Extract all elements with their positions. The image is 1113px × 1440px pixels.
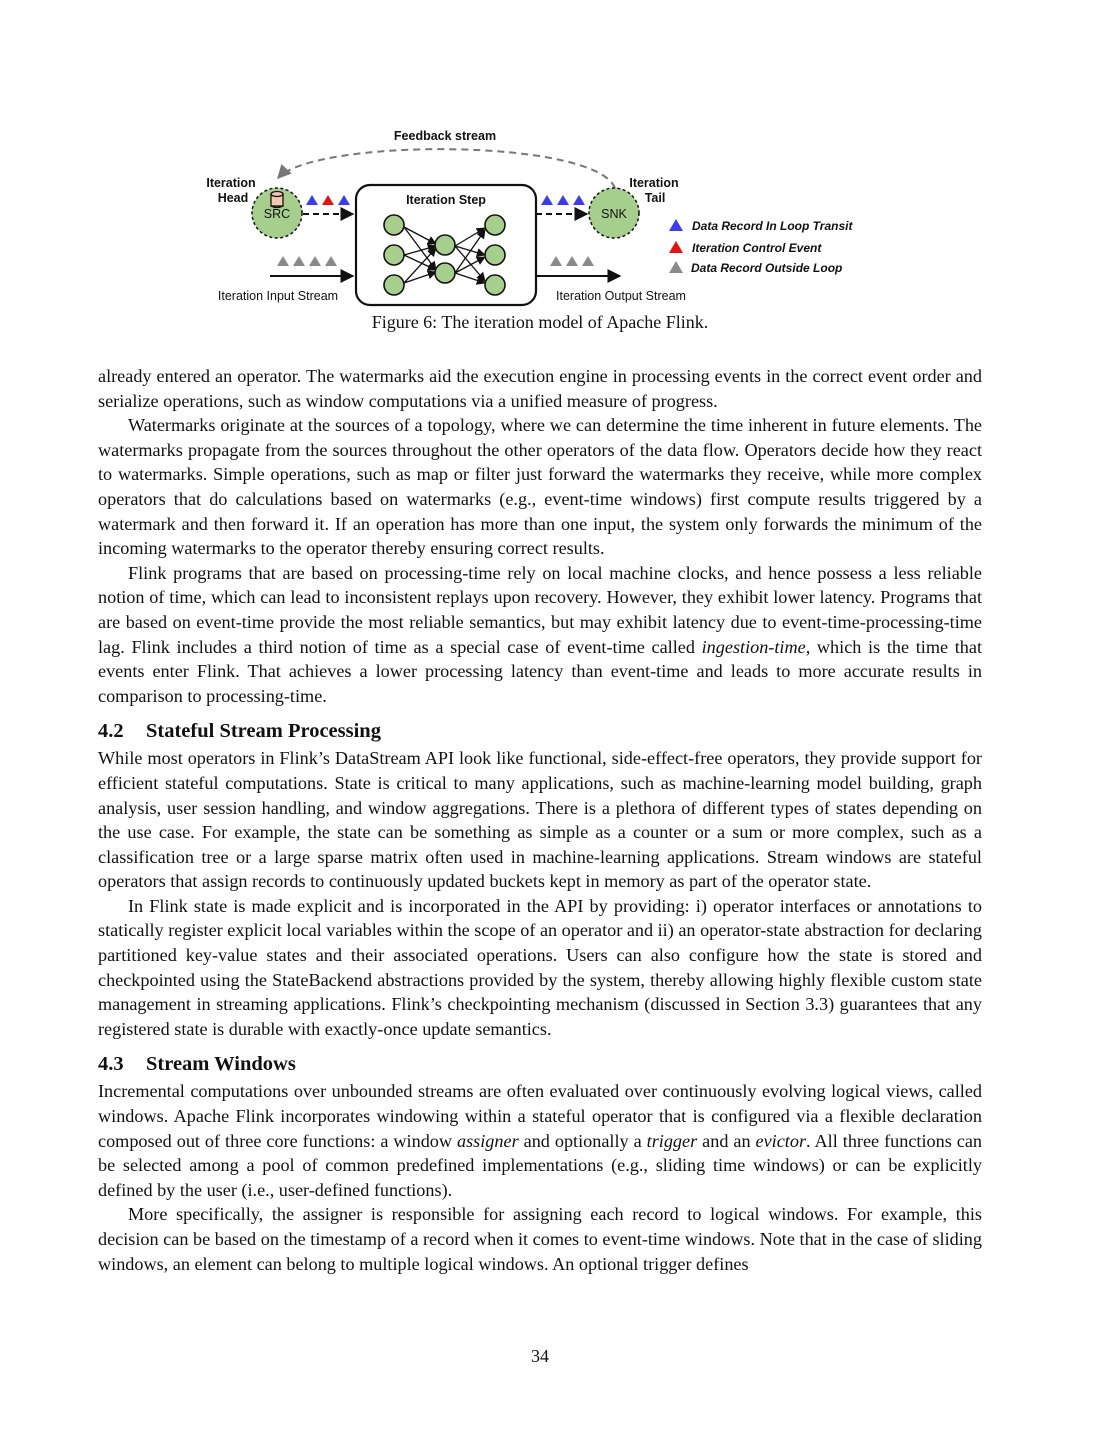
- figure-caption: Figure 6: The iteration model of Apache Flink.: [371, 312, 709, 332]
- body-text: [98, 364, 982, 1276]
- paragraph: already entered an operator. The watermarks aid the execution engine in processing events in the correct event order and serialize operations, such as window computations via a unified measure of progress.: [98, 366, 982, 411]
- section-number: 4.3: [98, 1053, 124, 1076]
- outside-record-marker: [309, 256, 321, 266]
- outside-record-marker: [277, 256, 289, 266]
- section-heading-4-3: [98, 1049, 982, 1079]
- network-node: [435, 235, 455, 255]
- loop-record-marker: [573, 195, 585, 205]
- paragraph: [98, 1079, 982, 1202]
- snk-label: SNK: [601, 207, 627, 221]
- network-node: [384, 215, 404, 235]
- paragraph: While most operators in Flink’s DataStream API look like functional, side-effect-free operators, they provide support for efficient stateful computations. State is critical to many applications, such as machine-learning model building, graph analysis, user session handling, and window aggregations. There is a plethora of different types of states depending on the use case. For example, the state can be something as simple as a counter or a sum or more complex, such as a classification tree or a large sparse matrix often used in machine-learning applications. Stream windows are stateful operators that assign records to continuously updated buckets kept in memory as part of the operator state.: [98, 748, 982, 892]
- paragraph: In Flink state is made explicit and is incorporated in the API by providing: i) operator interfaces or annotations to statically register explicit local variables within the scope of an operator and ii) an operator-state abstraction for declaring partitioned key-value states and their associated operations. Users can also configure how the state is stored and checkpointed using the StateBackend abstractions provided by the system, thereby allowing highly flexible custom state management in streaming applications. Flink’s checkpointing mechanism (discussed in Section 3.3) guarantees that any registered state is durable with exactly-once update semantics.: [98, 895, 982, 1039]
- section-heading-4-2: [98, 716, 982, 746]
- control-event-marker: [322, 195, 334, 205]
- outside-record-marker: [582, 256, 594, 266]
- legend-outside-record-icon: [669, 261, 683, 273]
- text-span: Flink programs that are based on processing-time rely on local machine clocks, and hence possess a less reliable notion of time, which can lead to inconsistent replays upon recovery. However, they exhibit lower latency. Programs that are based on event-time provide the most reliable semantics, but may exhibit latency due to event-time-processing-time lag. Flink includes a third notion of time as a special case of event-time called: [98, 562, 982, 657]
- iteration-model-diagram: [195, 118, 895, 318]
- network-node: [485, 245, 505, 265]
- text-span: . All three functions can be selected among a pool of common predefined implementations (e.g., sliding time windows) or can be explicitly defined by the user (i.e., user-defined functions).: [98, 1130, 982, 1200]
- emphasis: assigner: [457, 1130, 519, 1151]
- outside-record-marker: [325, 256, 337, 266]
- loop-record-marker: [557, 195, 569, 205]
- legend-label-loop-record: Data Record In Loop Transit: [692, 219, 853, 233]
- emphasis: ingestion-time: [701, 636, 806, 657]
- input-stream-label: Iteration Input Stream: [217, 289, 339, 303]
- network-node: [384, 245, 404, 265]
- loop-record-marker: [306, 195, 318, 205]
- network-node: [485, 215, 505, 235]
- text-span: , which is the time that events enter Flink. That achieves a lower processing latency than event-time and leads to more accurate results in comparison to processing-time.: [98, 636, 982, 706]
- text-span: and an: [697, 1130, 756, 1151]
- loop-record-marker: [541, 195, 553, 205]
- feedback-stream-label: Feedback stream: [393, 129, 497, 143]
- feedback-stream-arrow: [278, 149, 615, 188]
- network-node: [485, 275, 505, 295]
- database-icon: [271, 192, 283, 208]
- legend-loop-record-icon: [669, 219, 683, 231]
- paragraph: More specifically, the assigner is responsible for assigning each record to logical windows. For example, this decision can be based on the timestamp of a record when it comes to event-time windows. Note that in the case of sliding windows, an element can belong to multiple logical windows. An optional trigger defines: [98, 1204, 982, 1274]
- legend: [669, 219, 853, 275]
- output-stream-label: Iteration Output Stream: [556, 289, 686, 303]
- iteration-step-label: Iteration Step: [406, 193, 486, 207]
- outside-record-marker: [566, 256, 578, 266]
- legend-control-event-icon: [669, 241, 683, 253]
- page-number: 34: [531, 1346, 549, 1366]
- src-label: SRC: [263, 207, 291, 221]
- text-span: and optionally a: [518, 1130, 647, 1151]
- section-title: Stateful Stream Processing: [146, 720, 381, 743]
- paragraph: [98, 561, 982, 709]
- text-span: Incremental computations over unbounded streams are often evaluated over continuously evolving logical views, called windows. Apache Flink incorporates windowing within a stateful operator that is configured via a flexible declaration composed out of three core functions: a window: [98, 1081, 982, 1151]
- legend-label-outside-record: Data Record Outside Loop: [691, 261, 843, 275]
- legend-label-control-event: Iteration Control Event: [692, 241, 822, 255]
- iteration-tail-label-1: Iteration: [629, 176, 679, 190]
- loop-record-marker: [338, 195, 350, 205]
- section-title: Stream Windows: [146, 1053, 296, 1076]
- outside-record-marker: [293, 256, 305, 266]
- figure-iteration-model: [195, 118, 895, 318]
- outside-record-marker: [550, 256, 562, 266]
- network-node: [435, 263, 455, 283]
- emphasis: evictor: [755, 1130, 807, 1151]
- iteration-head-label-1: Iteration: [206, 176, 256, 190]
- iteration-head-label-2: Head: [217, 191, 249, 205]
- section-number: 4.2: [98, 720, 124, 743]
- emphasis: trigger: [646, 1130, 698, 1151]
- iteration-tail-label-2: Tail: [644, 191, 666, 205]
- network-node: [384, 275, 404, 295]
- paragraph: Watermarks originate at the sources of a topology, where we can determine the time inherent in future elements. The watermarks propagate from the sources throughout the other operators of the data flow. Operators decide how they react to watermarks. Simple operations, such as map or filter just forward the watermarks they receive, while more complex operators that do calculations based on watermarks (e.g., event-time windows) first compute results triggered by a watermark and then forward it. If an operation has more than one input, the system only forwards the minimum of the incoming watermarks to the operator thereby ensuring correct results.: [98, 415, 982, 559]
